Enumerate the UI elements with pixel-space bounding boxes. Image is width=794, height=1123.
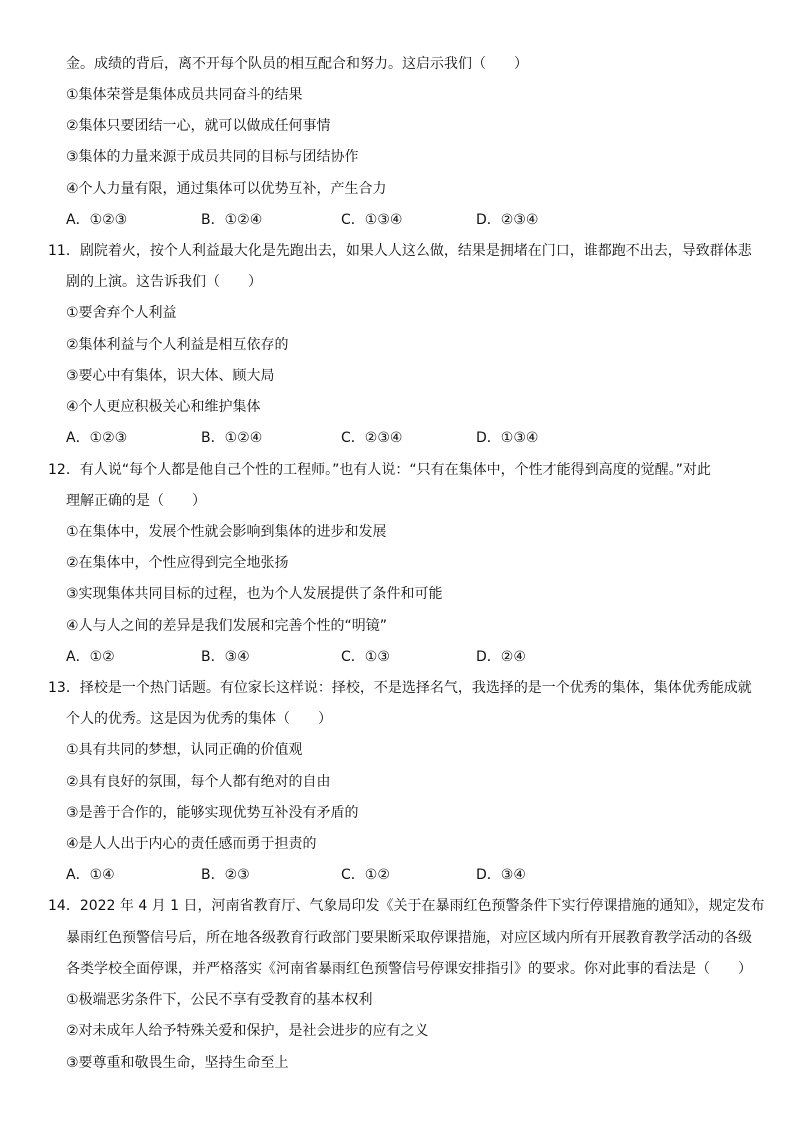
q12-option-a[interactable]: A．①② bbox=[66, 649, 115, 665]
q14-stem-line-3: 各类学校全面停课，并严格落实《河南省暴雨红色预警信号停课安排指引》的要求。你对此事的看法是（ ） bbox=[66, 961, 752, 977]
q12-option-b[interactable]: B．③④ bbox=[201, 649, 250, 665]
q11-item-4: ④个人更应积极关心和维护集体 bbox=[66, 399, 261, 415]
q11-stem-line-1: 11．剧院着火，按个人利益最大化是先跑出去，如果人人这么做，结果是拥堵在门口，谁都跑不出去，导致群体悲 bbox=[48, 243, 752, 259]
q12-item-3: ③实现集体共同目标的过程，也为个人发展提供了条件和可能 bbox=[66, 586, 443, 602]
q10-item-4: ④个人力量有限，通过集体可以优势互补，产生合力 bbox=[66, 181, 387, 197]
q14-item-2: ②对未成年人给予特殊关爱和保护，是社会进步的应有之义 bbox=[66, 1023, 429, 1039]
q13-item-1: ①具有共同的梦想，认同正确的价值观 bbox=[66, 742, 303, 758]
q11-options bbox=[66, 428, 666, 448]
q10-option-c[interactable]: C．①③④ bbox=[341, 212, 403, 228]
q11-stem-line-2: 剧的上演。这告诉我们（ ） bbox=[66, 274, 262, 290]
q13-option-b[interactable]: B．②③ bbox=[201, 867, 250, 883]
q10-item-3: ③集体的力量来源于成员共同的目标与团结协作 bbox=[66, 149, 359, 165]
q10-option-d[interactable]: D．②③④ bbox=[476, 212, 539, 228]
q11-option-a[interactable]: A．①②③ bbox=[66, 430, 128, 446]
q10-stem-end: 金。成绩的背后，离不开每个队员的相互配合和努力。这启示我们（ ） bbox=[66, 56, 528, 72]
q10-item-2: ②集体只要团结一心，就可以做成任何事情 bbox=[66, 118, 331, 134]
q11-option-c[interactable]: C．②③④ bbox=[341, 430, 403, 446]
q12-item-2: ②在集体中，个性应得到完全地张扬 bbox=[66, 555, 289, 571]
q10-option-a[interactable]: A．①②③ bbox=[66, 212, 128, 228]
q13-option-d[interactable]: D．③④ bbox=[476, 867, 526, 883]
q12-item-4: ④人与人之间的差异是我们发展和完善个性的“明镜” bbox=[66, 618, 388, 634]
q11-item-1: ①要舍弃个人利益 bbox=[66, 305, 177, 321]
q11-option-b[interactable]: B．①②④ bbox=[201, 430, 263, 446]
q13-stem-line-2: 个人的优秀。这是因为优秀的集体（ ） bbox=[66, 711, 332, 727]
q13-option-c[interactable]: C．①② bbox=[341, 867, 390, 883]
q12-item-1: ①在集体中，发展个性就会影响到集体的进步和发展 bbox=[66, 524, 387, 540]
q14-item-1: ①极端恶劣条件下，公民不享有受教育的基本权利 bbox=[66, 992, 373, 1008]
q10-option-b[interactable]: B．①②④ bbox=[201, 212, 263, 228]
q12-stem-line-1: 12．有人说“每个人都是他自己个性的工程师。”也有人说：“只有在集体中，个性才能得到高度的觉醒。”对此 bbox=[48, 462, 711, 478]
q14-stem-line-1: 14．2022 年 4 月 1 日，河南省教育厅、气象局印发《关于在暴雨红色预警条件下实行停课措施的通知》，规定发布 bbox=[48, 898, 765, 914]
q14-stem-line-2: 暴雨红色预警信号后，所在地各级教育行政部门要果断采取停课措施，对应区域内所有开展教育教学活动的各级 bbox=[66, 930, 752, 946]
q10-item-1: ①集体荣誉是集体成员共同奋斗的结果 bbox=[66, 87, 303, 103]
q11-option-d[interactable]: D．①③④ bbox=[476, 430, 539, 446]
q12-option-c[interactable]: C．①③ bbox=[341, 649, 390, 665]
q13-item-2: ②具有良好的氛围，每个人都有绝对的自由 bbox=[66, 774, 331, 790]
q13-option-a[interactable]: A．①④ bbox=[66, 867, 115, 883]
q12-option-d[interactable]: D．②④ bbox=[476, 649, 526, 665]
q12-stem-line-2: 理解正确的是（ ） bbox=[66, 493, 206, 509]
q10-options bbox=[66, 210, 666, 230]
q13-item-3: ③是善于合作的，能够实现优势互补没有矛盾的 bbox=[66, 805, 359, 821]
q13-stem-line-1: 13．择校是一个热门话题。有位家长这样说：择校，不是选择名气，我选择的是一个优秀的集体，集体优秀能成就 bbox=[48, 680, 752, 696]
q11-item-2: ②集体利益与个人利益是相互依存的 bbox=[66, 337, 289, 353]
q13-item-4: ④是人人出于内心的责任感而勇于担责的 bbox=[66, 836, 317, 852]
q14-item-3: ③要尊重和敬畏生命，坚持生命至上 bbox=[66, 1055, 289, 1071]
q11-item-3: ③要心中有集体，识大体、顾大局 bbox=[66, 368, 275, 384]
q12-options bbox=[66, 647, 666, 667]
q13-options bbox=[66, 865, 666, 885]
